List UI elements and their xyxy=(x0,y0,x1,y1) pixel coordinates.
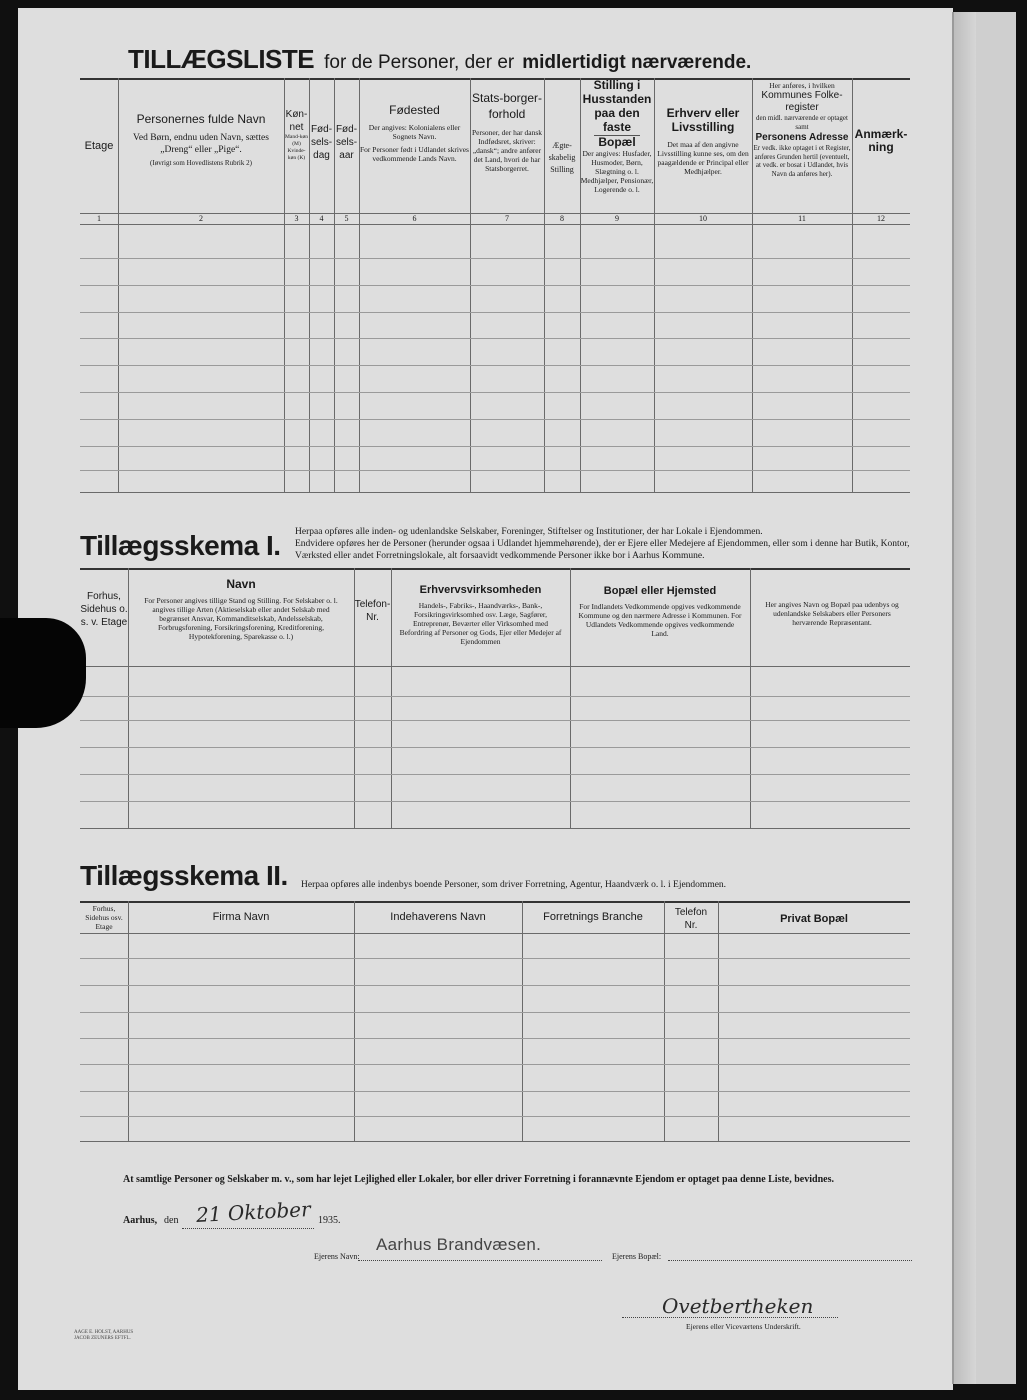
s2-col-etage: Forhus, Sidehus osv. Etage xyxy=(85,904,123,931)
s1-col-telefon: Telefon-Nr. xyxy=(354,599,391,623)
attestation-text: At samtlige Personer og Selskaber m. v., som har lejet Lejlighed eller Lokaler, bor eller driver Forretning i forannævnte Ejendom er optaget paa denne Liste, bevidnes. xyxy=(123,1174,834,1185)
s2-col-branche: Forretnings Branche xyxy=(543,911,643,923)
binding-clip xyxy=(0,618,86,728)
signature-label: Ejerens eller Viceværtens Underskrift. xyxy=(686,1322,801,1331)
col-stilling: Stilling i Husstanden paa den faste Bopæl Der angives: Husfader, Husmoder, Børn, Slægtning o. l. Medhjælper, Pensionær, Logerende o. l. xyxy=(580,78,654,194)
col-folkeregister: Her anføres, i hvilken Kommunes Folke-register den midl. nærværende er optaget samt Personens Adresse Er vedk. ikke optaget i et Register, anføres Grunden hertil (eventuelt, at vedk. er bosat i Udlandet, hvis Navn da anføres her). xyxy=(753,81,851,178)
col-erhverv: Erhverv eller Livsstilling Det maa af den angivne Livsstilling kunne ses, om den paagældende er Principal eller Medhjælper. xyxy=(657,106,749,176)
s1-col-etage: Forhus, Sidehus o. s. v. Etage xyxy=(80,591,128,628)
place-label: Aarhus, xyxy=(123,1215,158,1226)
col-foedselsaar: Fød-sels-aar xyxy=(335,124,358,161)
s2-col-telefon: Telefon Nr. xyxy=(674,907,708,931)
signature: Ovetbertheken xyxy=(662,1294,814,1318)
year-label: 1935. xyxy=(318,1215,341,1226)
col-aegteskab-label: Ægte-skabelig Stilling xyxy=(548,141,576,174)
s1-col-navn: Navn For Personer angives tillige Stand og Stilling. For Selskaber o. l. angives tillige Arten (Aktieselskab eller andet Selskab med begrænset Ansvar, Kommanditselskab, Andelsselskab, Forbrugsforening, Forsikringsforening, Kreditforening, Hypotekforening, Sparekasse o. l.) xyxy=(144,577,338,641)
col-statsborger: Stats-borger-forhold Personer, der har dansk Indfødsret, skriver: „dansk“; andre anfører det Land, hvori de har Statsborgerret. xyxy=(471,91,543,173)
s1-col-bopael: Bopæl eller Hjemsted For Indlandets Vedkommende opgives vedkommende Kommune og den nærmere Adresse i Kommunen. For Udlandets Vedkommende opgives vedkommende Land. xyxy=(578,585,742,638)
skema1-intro: Herpaa opføres alle inden- og udenlandske Selskaber, Foreninger, Stiftelser og Institutioner, der har Lokale i Ejendommen. Endvidere opføres her de Personer (herunder ogsaa i Udlandet hjemmehørende), der er Ejere eller Medejere af Ejendommen, eller som i denne har Butik, Kontor, Værksted eller andet Forretningslokale, alt forsaavidt vedkommende Personer ikke bor i Aarhus Kommune. xyxy=(295,527,910,561)
col-etage: Etage xyxy=(84,140,114,152)
col-anmaerkning: Anmærk-ning xyxy=(854,127,908,154)
s2-col-firma: Firma Navn xyxy=(212,911,270,923)
col-foedested: Fødested Der angives: Kolonialens eller Sognets Navn. For Personer født i Udlandet skrives vedkommende Lands Navn. xyxy=(360,103,469,163)
col-koennet: Køn-net Mand-køn (M) Kvinde-køn (K) xyxy=(285,109,308,161)
s1-col-repraesentant: Her angives Navn og Bopæl paa udenbys og udenlandske Selskabers eller Personers herværende Repræsentant. xyxy=(765,600,899,627)
s1-col-erhverv: Erhvervsvirksomheden Handels-, Fabriks-, Haandværks-, Bank-, Forsikringsvirksomhed osv. Læge, Sagfører, Entreprenør, Beværter eller Virksomhed med Befordring af Personer og Gods, Ejer eller Medejer af Ejendommen xyxy=(399,584,562,646)
col-foedselsdag: Fød-sels-dag xyxy=(310,124,333,161)
skema1-title: Tillægsskema I. xyxy=(80,530,281,561)
adjacent-page xyxy=(952,12,1016,1384)
date-handwritten: 21 Oktober xyxy=(195,1197,312,1227)
s2-col-bopael: Privat Bopæl xyxy=(780,913,848,925)
col-navn: Personernes fulde Navn Ved Børn, endnu uden Navn, sættes „Dreng“ eller „Pige“. (Iøvrigt som Hovedlistens Rubrik 2) xyxy=(133,112,269,167)
skema2-intro: Herpaa opføres alle indenbys boende Personer, som driver Forretning, Agentur, Haandværk o. l. i Ejendommen. xyxy=(301,880,727,890)
form-title: TILLÆGSLISTE for de Personer, der er midlertidigt nærværende. xyxy=(128,44,752,74)
s2-col-indehaver: Indehaverens Navn xyxy=(390,911,486,923)
owner-stamp: Aarhus Brandvæsen. xyxy=(376,1235,542,1254)
printer-imprint: AAGE E. HOLST, AARHUS JACOB ZEUNERS EFTFL. xyxy=(74,1330,134,1341)
form-page: TILLÆGSLISTE for de Personer, der er midlertidigt nærværende. Etage Personernes fulde Navn Ved Børn, endnu uden Navn, sættes „Dreng“ eller „Pige“. (Iøvrigt som Hovedlistens Rubrik 2) Køn-net Mand-køn (M) Kvinde-køn (K) Fød-sels-dag Fød-sels-aar Fødested Der angives: Kolonialens eller Sognets Navn. For Personer født i Udlandet skrives vedkommende Lands Navn. Stats-borger-forhold Personer, der har dansk Indfødsret, skriver: „dansk“; andre anfører det Land, hvori de har Statsborgerret. Ægte-skabelig Stilling Stilling i Husstanden paa den faste Bopæl Der angives: Husfader, Husmoder, Børn, Slægtning o. l. Medhjælper, Pensionær, Logerende o. l. Erhverv eller Livsstilling Det maa af den angivne Livsstilling kunne ses, om den paagældende er Principal eller Medhjælper. Her anføres, i hvilken Kommunes Folke-register den midl. nærværende er optaget samt Personens Adresse Er vedk. ikke optaget i et Register, anføres Grunden hertil (eventuelt, at vedk. er bosat i Udlandet, hvis Navn da anføres her). Anmærk-ning 1 2 3 4 5 6 7 8 9 10 11 12 Tillægsskema I. Herpaa opføres alle inden- og udenlandske Selskaber, Foreninger, Stiftelser og Institutioner, der har Lokale i Ejendommen. Endvidere opføres her de Personer (herunder ogsaa i Udlandet hjemmehørende), der er Ejere eller Medejere af Ejendommen, eller som i denne har Butik, Kontor, Værksted eller andet Forretningslokale, alt forsaavidt vedkommende Personer ikke bor i Aarhus Kommune. Forhus, Sidehus o. s. v. Etage Navn For Personer angives tillige Stand og Stilling. For Selskaber o. l. angives tillige Arten (Aktieselskab eller andet Selskab med begrænset Ansvar, Kommanditselskab, Andelsselskab, Forbrugsforening, Forsikringsforening, Kreditforening, Hypotekforening, Sparekasse o. l.) Telefon-Nr. Erhvervsvirksomheden Handels-, Fabriks-, Haandværks-, Bank-, Forsikringsvirksomhed osv. Læge, Sagfører, Entreprenør, Beværter eller Virksomhed med Befordring af Personer og Gods, Ejer eller Medejer af Ejendommen Bopæl eller Hjemsted For Indlandets Vedkommende opgives vedkommende Kommune og den nærmere Adresse i Kommunen. For Udlandets Vedkommende opgives vedkommende Land. Her angives Navn og Bopæl paa udenbys og udenlandske Selskabers eller Personers herværende Repræsentant. Tillægsskema II. Herpaa opføres alle indenbys boende Personer, som driver Forretning, Agentur, Haandværk o. l. i Ejendommen. Forhus, Sidehus osv. Etage Firma Navn Indehaverens Navn Forretnings Branche Telefon Nr. Privat Bopæl At samtlige Personer og Selskaber m. v., som har lejet Lejlighed eller Lokaler, bor eller driver Forretning i forannævnte Ejendom er optaget paa denne Liste, bevidnes. Aarhus, den 21 Oktober 1935. Ejerens Navn: Aarhus Brandvæsen. Ejerens Bopæl: Ovetbertheken Ejerens eller Viceværtens Underskrift. AAGE E. HOLST, AARHUS JACOB ZEUNERS EFTFL. xyxy=(18,8,953,1390)
skema2-title: Tillægsskema II. xyxy=(80,860,288,891)
